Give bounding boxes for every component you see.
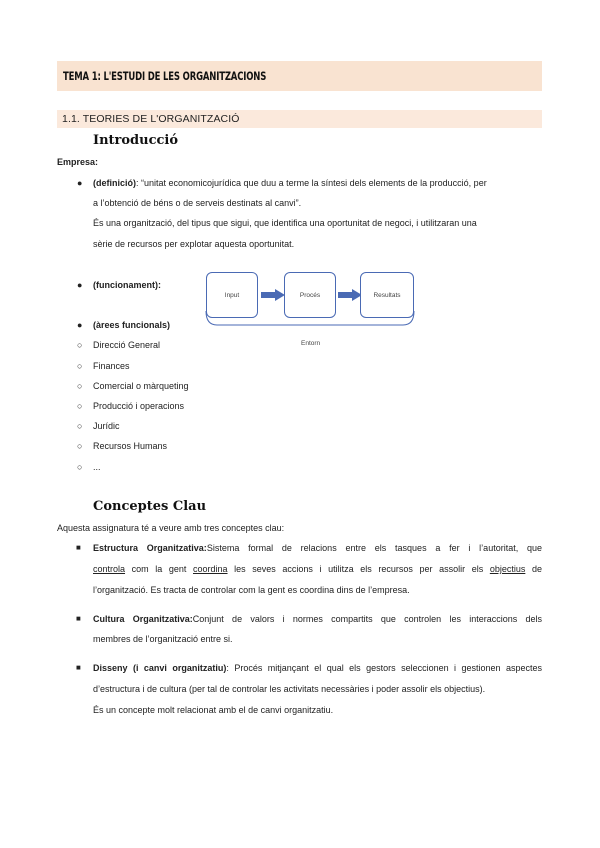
bullet-dot-icon: ● [77,320,83,330]
bullet-circle-icon: ○ [77,340,83,350]
bullet-circle-icon: ○ [77,401,83,411]
arrow-right-icon [261,289,285,301]
bullet-square-icon: ■ [76,663,81,672]
bullet-circle-icon: ○ [77,381,83,391]
bullet-dot-icon: ● [77,280,83,290]
diagram-box-proces: Procés [284,272,336,318]
tema-title: TEMA 1: L'ESTUDI DE LES ORGANITZACIONS [63,69,267,83]
area-item: Comercial o màrqueting [93,381,189,391]
definicio-line3: És una organització, del tipus que sigui, que identifica una oportunitat de negoci, i utilitzaran una [93,218,477,228]
conceptes-intro: Aquesta assignatura té a veure amb tres conceptes clau: [57,523,285,533]
concept2-line2: membres de l’organització entre si. [93,634,233,644]
area-item: Recursos Humans [93,441,168,451]
diagram-box-resultats: Resultats [360,272,414,318]
tema-header-bar [57,61,542,91]
area-item: Jurídic [93,421,120,431]
concept1-text-2b: com la gent [125,564,193,574]
bullet-circle-icon: ○ [77,441,83,451]
concept3-line1 [93,662,542,674]
area-item: Producció i operacions [93,401,185,411]
process-diagram [205,272,420,352]
concept3-line2: d’estructura i de cultura (per tal de controlar les activitats necessàries i poder assolir els objectius). [93,684,486,694]
concept1-line2 [93,563,542,575]
definicio-line2: a l’obtenció de béns o de serveis destinats al canvi”. [93,198,302,208]
concept1-text-2d: les seves accions i utilitza els recursos per assolir els [227,564,490,574]
objectius-word: objectius [489,564,526,574]
definicio-term: (definició) [93,178,136,188]
definicio-line4: sèrie de recursos per explotar aquesta oportunitat. [93,239,295,249]
section-header-bar [57,110,542,128]
intro-heading: Introducció [93,133,179,148]
definicio-text-1: : “unitat economicojurídica que duu a terme la síntesi dels elements de la producció, per [136,178,487,188]
coordina-word: coordina [193,564,228,574]
bullet-circle-icon: ○ [77,421,83,431]
concept2-text-1: Conjunt de valors i normes compartits que controlen les interaccions dels [192,614,542,624]
bullet-dot-icon: ● [77,178,83,188]
concept1-term: Estructura Organitzativa: [93,543,207,553]
concept1-line3: l’organització. Es tracta de controlar com la gent es coordina dins de l’empresa. [93,585,410,595]
area-item: ... [93,462,101,472]
diagram-box-input: Input [206,272,258,318]
section-title: 1.1. TEORIES DE L'ORGANITZACIÓ [62,113,240,125]
entorn-label: Entorn [301,340,321,347]
bullet-circle-icon: ○ [77,462,83,472]
concept3-term: Disseny (i canvi organitzatiu) [93,663,227,673]
arees-label: (àrees funcionals) [93,320,171,330]
bullet-square-icon: ■ [76,614,81,623]
concept3-text-1: : Procés mitjançant el qual els gestors seleccionen i gestionen aspectes [226,663,542,673]
arrow-right-icon [338,289,362,301]
concept3-line3: És un concepte molt relacionat amb el de canvi organitzatiu. [93,705,334,715]
concept1-text-2f: de [525,564,542,574]
concept2-term: Cultura Organitzativa: [93,614,193,624]
concept1-text-1: Sistema formal de relacions entre els tasques a fer i l’autoritat, que [206,543,542,553]
area-item: Direcció General [93,340,161,350]
bullet-square-icon: ■ [76,543,81,552]
definicio-line1 [93,177,542,189]
controla-word: controla [93,564,126,574]
empresa-label: Empresa: [57,157,99,167]
area-item: Finances [93,361,130,371]
concept2-line1 [93,613,542,625]
funcionament-label: (funcionament): [93,280,161,290]
conceptes-heading: Conceptes Clau [93,499,207,514]
bullet-circle-icon: ○ [77,361,83,371]
concept1-line1 [93,542,542,554]
